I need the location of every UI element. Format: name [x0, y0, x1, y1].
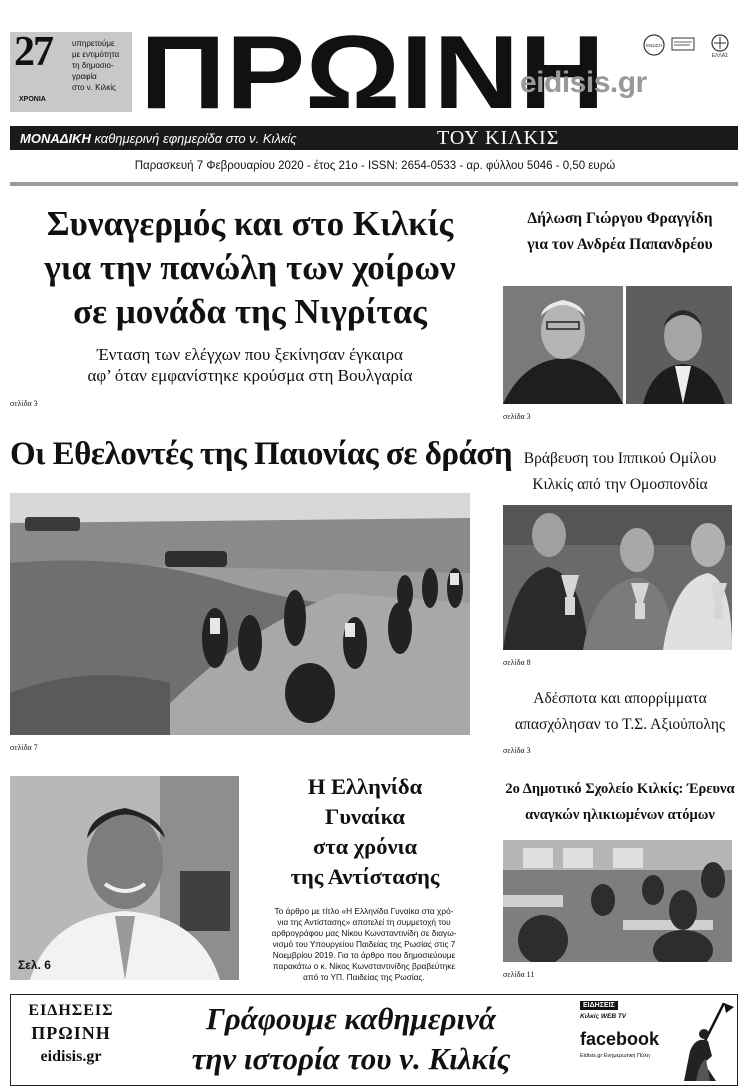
footer-slogan-line-1: Γράφουμε καθημερινά — [206, 1001, 496, 1036]
footer-brand-line-1: ΕΙΔΗΣΕΙΣ — [28, 1002, 114, 1019]
lead-headline-line: για την πανώλη των χοίρων — [44, 248, 456, 287]
author-photo-caption: Σελ. 6 — [18, 958, 51, 972]
side-story-4-page-ref: σελίδα 11 — [503, 970, 535, 979]
masthead-rule — [10, 182, 738, 186]
side-story-2-line: Βράβευση του Ιππικού Ομίλου — [523, 450, 717, 467]
footer-brand — [19, 999, 123, 1068]
footer-banner[interactable] — [10, 994, 738, 1086]
tagline — [20, 131, 297, 146]
union-stamps — [640, 34, 740, 58]
woman-article-line: αρθρογράφου μας Νίκου Κωνσταντινίδη σε διαγω- — [271, 928, 457, 938]
side-story-2-page-ref: σελίδα 8 — [503, 658, 531, 667]
side-story-3-page-ref: σελίδα 3 — [503, 746, 531, 755]
author-photo-image — [10, 776, 239, 980]
side-story-1-photo-image — [503, 286, 732, 404]
badge-motto-line: στο ν. Κιλκίς — [72, 83, 116, 92]
stamp-2-text: ΕΛΛΑΣ — [711, 53, 729, 58]
lead-headline-line: σε μονάδα της Νιγρίτας — [73, 292, 427, 331]
tagline-band — [10, 126, 738, 150]
lead-subheadline — [10, 344, 490, 386]
side-story-3-headline[interactable] — [500, 686, 740, 738]
footer-facebook-label[interactable]: facebook — [580, 1029, 660, 1049]
woman-article-line: νια της Αντίστασης» αποτελεί τη συμμετοχή του — [277, 917, 451, 927]
dateline: Παρασκευή 7 Φεβρουαρίου 2020 - έτος 21ο - ISSN: 2654-0533 - αρ. φύλλου 5046 - 0,50 ευρώ — [134, 160, 616, 172]
side-story-1-page-ref: σελίδα 3 — [503, 412, 531, 421]
anniversary-badge — [10, 29, 132, 112]
side-story-4-headline[interactable] — [500, 776, 740, 828]
subtitle: ΤΟΥ ΚΙΛΚΙΣ — [437, 127, 560, 149]
side-story-1-photo[interactable] — [503, 286, 732, 404]
footer-webtv-badge — [580, 1001, 618, 1010]
side-story-2-line: Κιλκίς από την Ομοσπονδία — [532, 476, 708, 493]
woman-headline-line: Γυναίκα — [325, 804, 405, 829]
woman-article-line: νισμό του Υπουργείου Παιδείας της Ρωσίας στις 7 — [272, 939, 456, 949]
badge-motto — [72, 38, 134, 93]
woman-headline-line: στα χρόνια — [312, 834, 418, 859]
footer-slogan — [126, 999, 576, 1079]
side-story-2-headline[interactable] — [500, 446, 740, 498]
author-photo[interactable] — [10, 776, 239, 980]
side-story-3-line: Αδέσποτα και απορρίμματα — [533, 690, 707, 707]
woman-headline-line: της Αντίστασης — [290, 864, 440, 889]
side-story-3-line: απασχόλησαν το Τ.Σ. Αξιούπολης — [514, 716, 726, 733]
side-story-4-line: αναγκών ηλικιωμένων ατόμων — [525, 807, 715, 823]
woman-article-line: παρακάτω ο κ. Νίκος Κωνσταντινίδης βραβεύτηκε — [272, 961, 456, 971]
side-story-1-line: Δήλωση Γιώργου Φραγγίδη — [527, 210, 713, 227]
tagline-rest: καθημερινή εφημερίδα στο ν. Κιλκίς — [90, 131, 297, 146]
site-logo: eidisis.gr — [520, 66, 647, 99]
lead-headline-line: Συναγερμός και στο Κιλκίς — [46, 204, 454, 243]
volunteers-photo[interactable] — [10, 493, 470, 735]
side-story-1-headline[interactable] — [500, 206, 740, 258]
side-story-1-line: για τον Ανδρέα Παπανδρέου — [527, 236, 713, 253]
union-stamps-icon — [640, 34, 740, 58]
badge-motto-line: τη δημοσιο- — [72, 61, 114, 70]
badge-number: 27 — [14, 29, 52, 75]
woman-article-line: Το άρθρο με τίτλο «Η Ελληνίδα Γυναίκα στα χρό- — [274, 906, 454, 916]
badge-motto-line: με εντιμότητα — [72, 50, 120, 59]
footer-slogan-line-2: την ιστορία του ν. Κιλκίς — [191, 1041, 511, 1076]
badge-years-label: ΧΡΟΝΙΑ — [19, 96, 46, 103]
lead-headline[interactable] — [10, 202, 490, 334]
lead-sub-line: Ένταση των ελέγχων που ξεκίνησαν έγκαιρα — [97, 345, 403, 364]
woman-article-text — [248, 906, 480, 983]
woman-headline[interactable] — [255, 772, 475, 892]
badge-motto-line: γραφία — [72, 72, 97, 81]
lead-sub-line: αφ’ όταν εμφανίστηκε κρούσμα στη Βουλγαρία — [87, 366, 413, 385]
woman-article-line: από το ΥΠ. Παιδείας της Ρωσίας. — [303, 972, 425, 982]
side-story-4-photo[interactable] — [503, 840, 732, 962]
volunteers-photo-image — [10, 493, 470, 735]
footer-brand-line-3: eidisis.gr — [40, 1048, 102, 1065]
footer-webtv-label: Κιλκίς WEB TV — [580, 1013, 627, 1020]
footer-brand-line-2: ΠΡΩΙΝΗ — [31, 1023, 111, 1043]
woman-article-line: Νοεμβρίου 2019. Για το άρθρο που δημοσιεύουμε — [272, 950, 456, 960]
side-story-2-photo-image — [503, 505, 732, 650]
volunteers-headline[interactable]: Οι Εθελοντές της Παιονίας σε δράση — [10, 436, 513, 472]
lead-page-ref: σελίδα 3 — [10, 399, 38, 408]
side-story-4-photo-image — [503, 840, 732, 962]
woman-headline-line: Η Ελληνίδα — [307, 774, 423, 799]
stamp-1-text: ΕΝΩΣΗ — [646, 43, 662, 48]
footer-webtv-top: ΕΙΔΗΣΕΙΣ — [583, 1002, 615, 1009]
side-story-2-photo[interactable] — [503, 505, 732, 650]
tagline-strong: ΜΟΝΑΔΙΚΗ — [20, 131, 91, 146]
side-story-4-line: 2ο Δημοτικό Σχολείο Κιλκίς: Έρευνα — [505, 781, 735, 797]
flag-bearer-statue-icon — [676, 1001, 734, 1081]
footer-portal-label: Eidisis.gr Ενημερωτική Πύλη — [580, 1053, 650, 1059]
newspaper-title-text: ΠΡΩΙΝΗ — [140, 20, 605, 120]
footer-social[interactable] — [576, 997, 736, 1083]
badge-motto-line: υπηρετούμε — [72, 39, 115, 48]
volunteers-page-ref: σελίδα 7 — [10, 743, 38, 752]
